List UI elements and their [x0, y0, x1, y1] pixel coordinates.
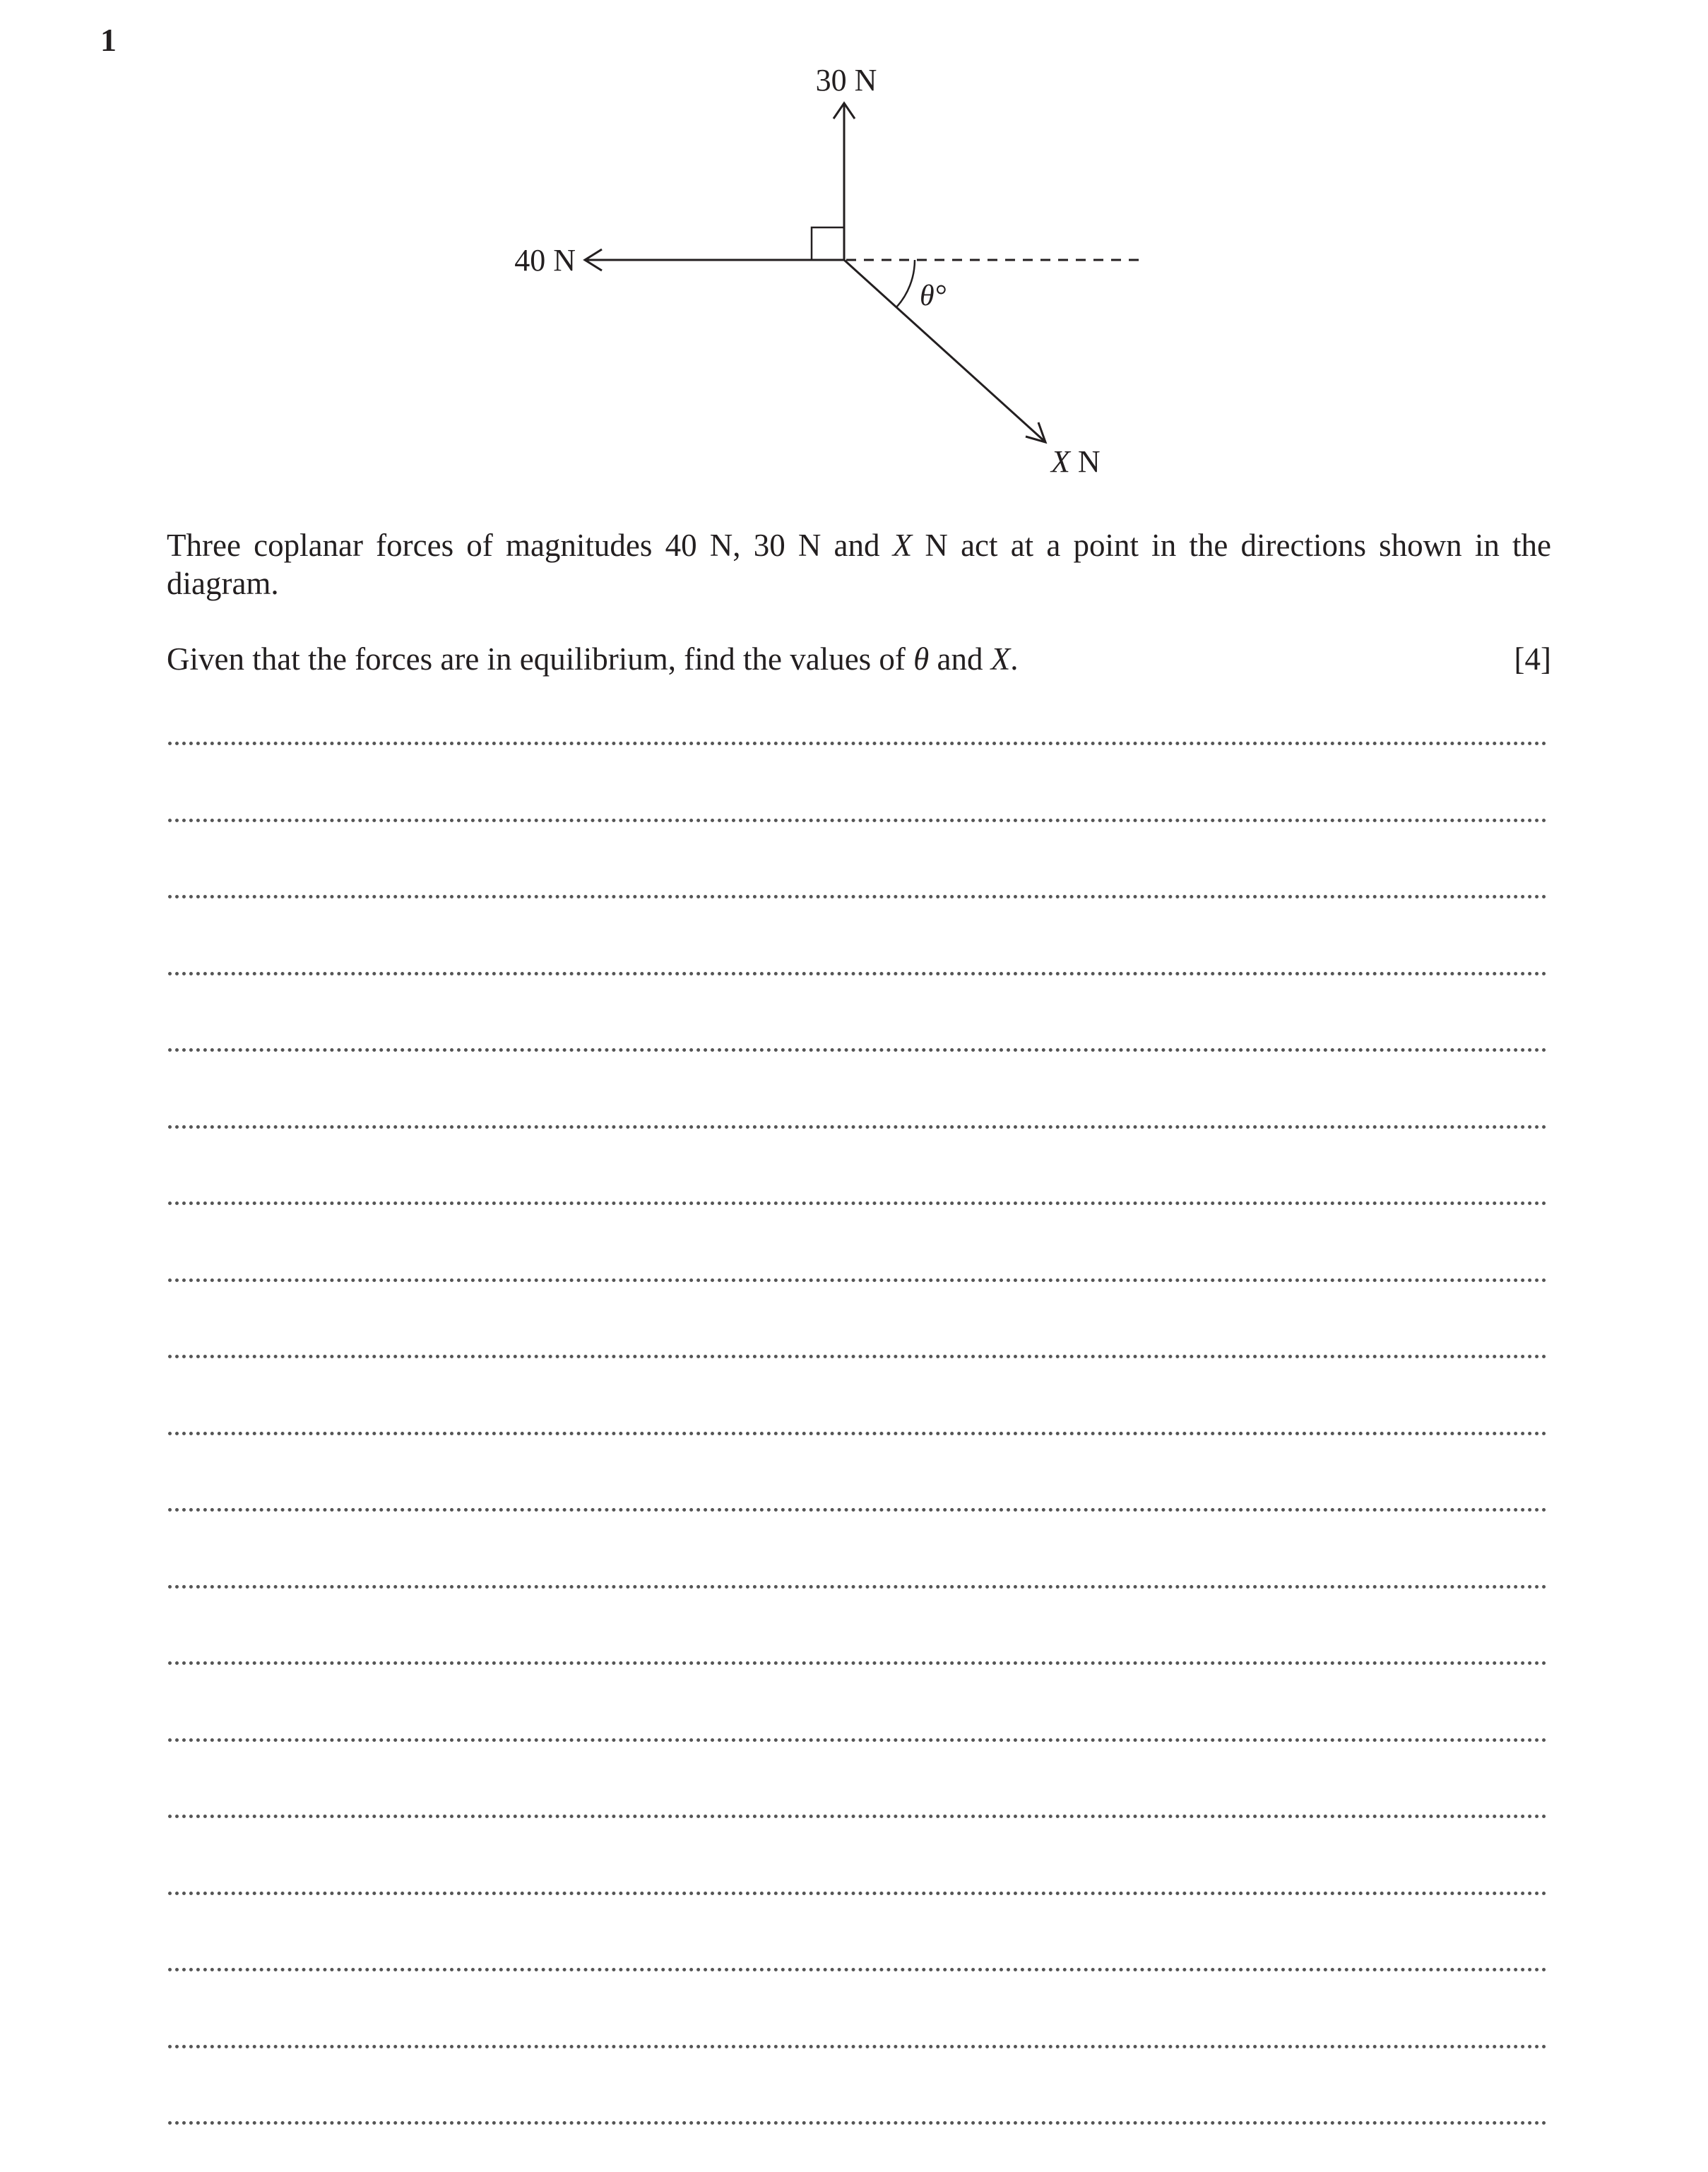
para1-text-b: N act at a point in the directions shown in the diagram.: [167, 528, 1551, 601]
angle-arc: [896, 260, 915, 307]
answer-line[interactable]: [168, 1508, 1547, 1512]
answer-line[interactable]: [168, 2121, 1547, 2125]
answer-line[interactable]: [168, 1125, 1547, 1129]
answer-line[interactable]: [168, 742, 1547, 745]
para2-text-c: .: [1010, 641, 1019, 677]
answer-line[interactable]: [168, 1432, 1547, 1435]
answer-line[interactable]: [168, 1661, 1547, 1665]
para2-var-x: X: [990, 641, 1011, 677]
para1-text-a: Three coplanar forces of magnitudes 40 N, 30 N and: [167, 528, 893, 563]
para2-text-b: and: [929, 641, 991, 677]
marks-indicator: [4]: [1514, 641, 1551, 677]
angle-label: θ°: [920, 280, 947, 312]
para1-var-x: X: [892, 528, 913, 563]
answer-line[interactable]: [168, 1278, 1547, 1282]
answer-line[interactable]: [168, 1201, 1547, 1205]
answer-line[interactable]: [168, 1585, 1547, 1589]
answer-line[interactable]: [168, 1968, 1547, 1971]
answer-line[interactable]: [168, 1815, 1547, 1818]
right-angle-marker: [812, 227, 844, 260]
para2-text-a: Given that the forces are in equilibrium, find the values of: [167, 641, 914, 677]
answer-line[interactable]: [168, 972, 1547, 975]
question-paragraph-1: [167, 526, 1551, 603]
force-up-label: 30 N: [815, 63, 877, 97]
answer-line[interactable]: [168, 1738, 1547, 1742]
answer-line[interactable]: [168, 1355, 1547, 1358]
question-paragraph-2: [167, 640, 1551, 678]
question-number: 1: [100, 22, 117, 58]
answer-line[interactable]: [168, 2045, 1547, 2048]
force-diagonal-label: [1050, 444, 1101, 479]
force-left-label: 40 N: [514, 243, 576, 278]
force-diagonal-label-var: X: [1051, 444, 1070, 479]
para2-var-theta: θ: [913, 641, 930, 677]
answer-line[interactable]: [168, 1892, 1547, 1895]
force-diagonal-label-unit: N: [1069, 444, 1101, 479]
answer-line[interactable]: [168, 895, 1547, 898]
answer-line[interactable]: [168, 1048, 1547, 1052]
force-diagram: [0, 0, 1708, 509]
answer-line[interactable]: [168, 819, 1547, 822]
